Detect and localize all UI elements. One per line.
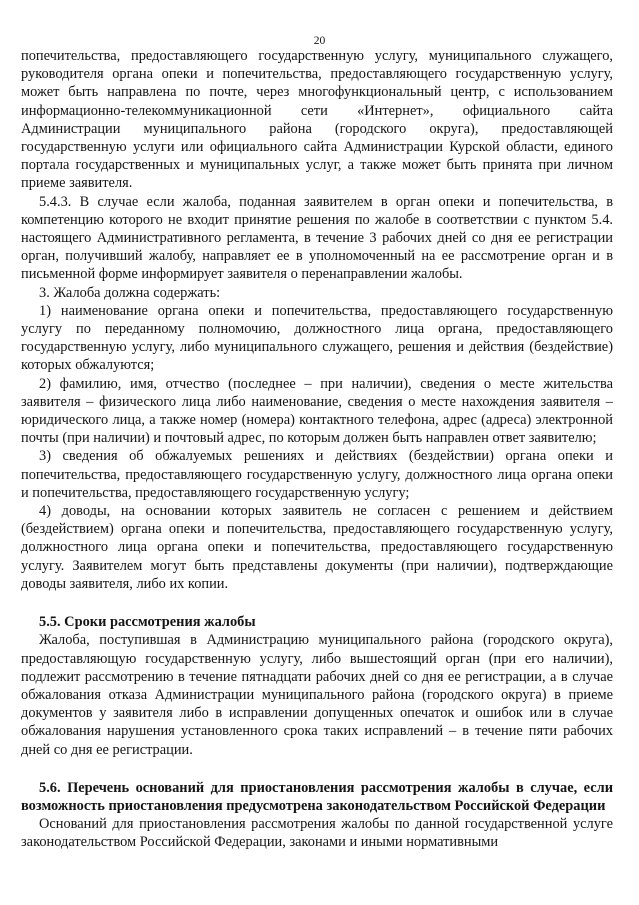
list-item: 1) наименование органа опеки и попечительства, предоставляющего государственную услугу по переданному полномочию, должностного лица органа, предоставляющего государственную услугу, либо муниципального служащего, решения и действия (бездействие) которых обжалуются;	[21, 302, 613, 374]
document-body	[21, 47, 613, 852]
paragraph: 5.4.3. В случае если жалоба, поданная заявителем в орган опеки и попечительства, в компетенцию которого не входит принятие решения по жалобе в соответствии с пунктом 5.4. настоящего Административного регламента, в течение 3 рабочих дней со дня ее регистрации орган, получивший жалобу, направляет ее в уполномоченный на ее рассмотрение орган и в письменной форме информирует заявителя о перенаправлении жалобы.	[21, 193, 613, 283]
page-number: 20	[313, 35, 326, 47]
list-item: 4) доводы, на основании которых заявитель не согласен с решением и действием (бездействием) органа опеки и попечительства, предоставляющего государственную услугу, должностного лица органа опеки и попечительства, предоставляющего государственную услугу. Заявителем могут быть представлены документы (при наличии), подтверждающие доводы заявителя, либо их копии.	[21, 503, 613, 592]
list-item: 3) сведения об обжалуемых решениях и действиях (бездействии) органа опеки и попечительства, предоставляющего государственную услугу, должностного лица органа опеки и попечительства, предоставляющего государственную услугу;	[21, 448, 613, 501]
paragraph: Оснований для приостановления рассмотрения жалобы по данной государственной услуге законодательством Российской Федерации, законами и иными нормативными	[21, 816, 613, 851]
section-heading: 5.5. Сроки рассмотрения жалобы	[39, 614, 256, 631]
paragraph: попечительства, предоставляющего государственную услугу, муниципального служащего, руководителя органа опеки и попечительства, предоставляющего государственную услугу, может быть направлена по почте, через многофункциональный центр, с использованием информационно-телекоммуникационной сети «Интернет», официального сайта Администрации муниципального района (городского округа), предоставляющей государственную услуги или официального сайта Администрации Курской области, единого портала государственных и муниципальных услуг, а также может быть принята при личном приеме заявителя.	[21, 48, 613, 192]
list-item: 2) фамилию, имя, отчество (последнее – при наличии), сведения о месте жительства заявителя – физического лица либо наименование, сведения о месте нахождения заявителя – юридического лица, а также номер (номера) контактного телефона, адрес (адреса) электронной почты (при наличии) и почтовый адрес, по которым должен быть направлен ответ заявителю;	[21, 375, 613, 447]
paragraph: Жалоба, поступившая в Администрацию муниципального района (городского округа), предоставляющую государственную услугу, либо вышестоящий орган (при его наличии), подлежит рассмотрению в течение пятнадцати рабочих дней со дня ее регистрации, а в случае обжалования отказа Администрации муниципального района (городского округа) в приеме документов у заявителя либо в исправлении допущенных опечаток и ошибок или в случае обжалования нарушения установленного срока таких исправлений – в течение пяти рабочих дней со дня ее регистрации.	[21, 632, 613, 758]
section-heading: 5.6. Перечень оснований для приостановления рассмотрения жалобы в случае, если возможность приостановления предусмотрена законодательством Российской Федерации	[21, 779, 613, 814]
paragraph: 3. Жалоба должна содержать:	[39, 284, 221, 301]
